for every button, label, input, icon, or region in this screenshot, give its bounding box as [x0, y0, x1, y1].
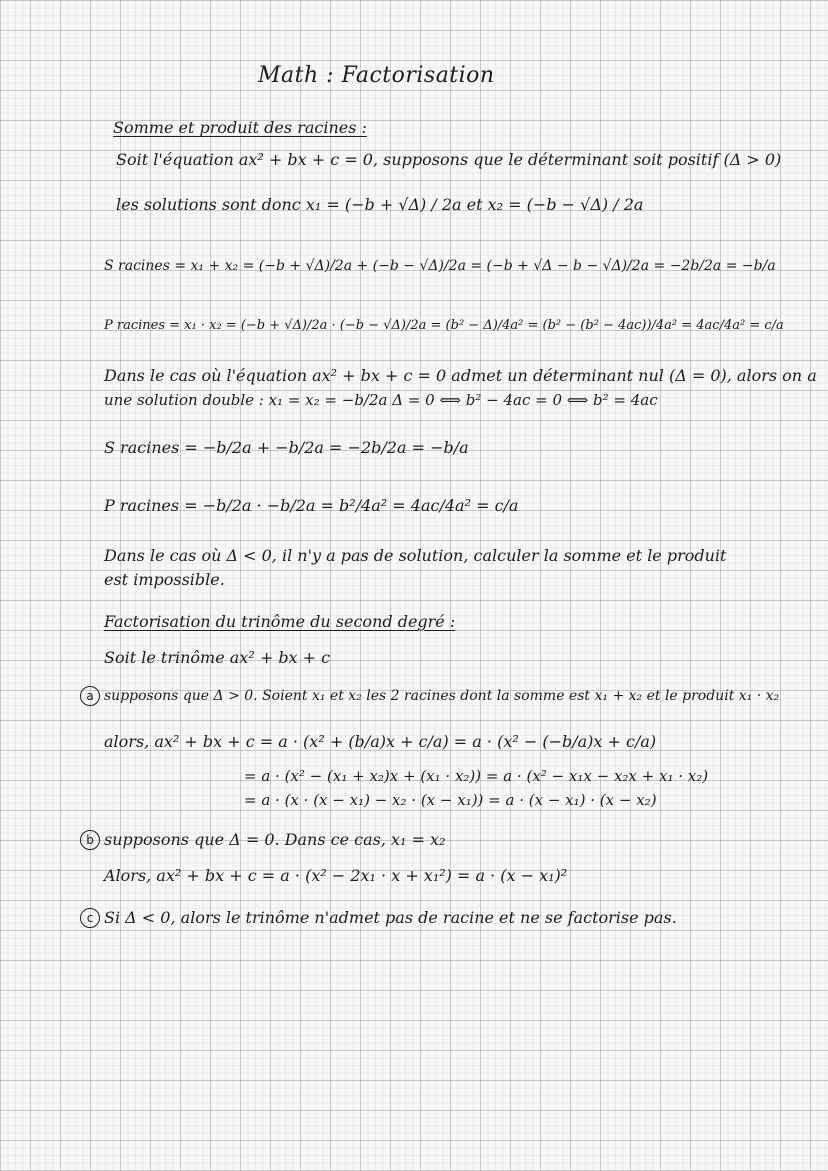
case-a-step1: alors, ax² + bx + c = a · (x² + (b/a)x + c/a) = a · (x² − (−b/a)x + c/a): [104, 732, 657, 751]
case-c-statement: Si Δ < 0, alors le trinôme n'admet pas de racine et ne se factorise pas.: [104, 908, 677, 927]
produit-racines-formula: P racines = x₁ · x₂ = (−b + √Δ)/2a · (−b − √Δ)/2a = (b² − Δ)/4a² = (b² − (b² − 4ac))/4a² = 4ac/4a² = c/a: [104, 318, 784, 333]
produit-double-formula: P racines = −b/2a · −b/2a = b²/4a² = 4ac/4a² = c/a: [104, 496, 519, 515]
case-b-statement: supposons que Δ = 0. Dans ce cas, x₁ = x₂: [104, 830, 446, 849]
solutions-line: les solutions sont donc x₁ = (−b + √Δ) / 2a et x₂ = (−b − √Δ) / 2a: [116, 195, 644, 214]
case-b-step1: Alors, ax² + bx + c = a · (x² − 2x₁ · x + x₁²) = a · (x − x₁)²: [104, 866, 568, 885]
somme-racines-formula: S racines = x₁ + x₂ = (−b + √Δ)/2a + (−b − √Δ)/2a = (−b + √Δ − b − √Δ)/2a = −2b/2a = −b/a: [104, 258, 776, 274]
case-b-marker: b: [80, 830, 100, 850]
page-title: Math : Factorisation: [258, 63, 495, 88]
case-a-marker: a: [80, 686, 100, 706]
equation-intro: Soit l'équation ax² + bx + c = 0, supposons que le déterminant soit positif (Δ > 0): [116, 150, 782, 169]
case-a-statement: supposons que Δ > 0. Soient x₁ et x₂ les 2 racines dont la somme est x₁ + x₂ et le produit x₁ · x₂: [104, 688, 780, 704]
section-heading-factorisation: Factorisation du trinôme du second degré :: [104, 612, 456, 631]
delta-zero-intro: Dans le cas où l'équation ax² + bx + c = 0 admet un déterminant nul (Δ = 0), alors on a: [104, 366, 817, 385]
case-a-step3: = a · (x · (x − x₁) − x₂ · (x − x₁)) = a · (x − x₁) · (x − x₂): [244, 791, 657, 809]
delta-negative-line1: Dans le cas où Δ < 0, il n'y a pas de solution, calculer la somme et le produit: [104, 546, 727, 565]
case-c-marker: c: [80, 908, 100, 928]
double-solution-line: une solution double : x₁ = x₂ = −b/2a Δ = 0 ⟺ b² − 4ac = 0 ⟺ b² = 4ac: [104, 391, 658, 409]
delta-negative-line2: est impossible.: [104, 570, 225, 589]
section-heading-somme-produit: Somme et produit des racines :: [113, 118, 367, 137]
somme-double-formula: S racines = −b/2a + −b/2a = −2b/2a = −b/a: [104, 438, 469, 457]
trinome-intro: Soit le trinôme ax² + bx + c: [104, 648, 331, 667]
case-a-step2: = a · (x² − (x₁ + x₂)x + (x₁ · x₂)) = a · (x² − x₁x − x₂x + x₁ · x₂): [244, 767, 709, 785]
